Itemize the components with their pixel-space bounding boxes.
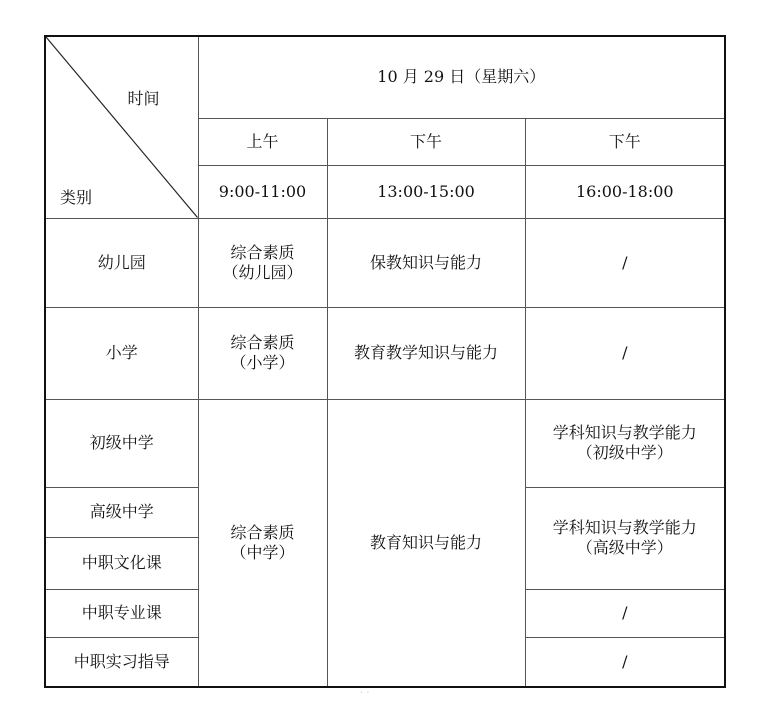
category-label: 类别 [60, 187, 93, 207]
subject-cell: 学科知识与教学能力 （初级中学） [525, 399, 725, 487]
slot-3-period: 下午 [525, 118, 725, 165]
slot-1-time: 9:00-11:00 [198, 165, 327, 218]
subject-cell: 保教知识与能力 [327, 218, 525, 307]
subject-cell: 综合素质 （小学） [198, 307, 327, 399]
category-cell: 中职专业课 [45, 589, 198, 637]
header-corner-cell [45, 36, 198, 218]
subject-cell: / [525, 218, 725, 307]
category-cell: 中职文化课 [45, 537, 198, 589]
category-cell: 幼儿园 [45, 218, 198, 307]
merged-subject-cell: 教育知识与能力 [327, 399, 525, 687]
subject-cell: 教育教学知识与能力 [327, 307, 525, 399]
subject-cell: 综合素质 （幼儿园） [198, 218, 327, 307]
subject-cell: / [525, 589, 725, 637]
subject-cell: / [525, 307, 725, 399]
table-row [45, 218, 725, 307]
date-header: 10 月 29 日（星期六） [198, 36, 725, 118]
slot-2-time: 13:00-15:00 [327, 165, 525, 218]
category-cell: 小学 [45, 307, 198, 399]
subject-cell: / [525, 637, 725, 687]
slot-2-period: 下午 [327, 118, 525, 165]
time-label: 时间 [127, 89, 160, 108]
category-cell: 高级中学 [45, 487, 198, 537]
slot-3-time: 16:00-18:00 [525, 165, 725, 218]
subject-cell: 学科知识与教学能力 （高级中学） [525, 487, 725, 589]
category-cell: 中职实习指导 [45, 637, 198, 687]
exam-schedule-table [44, 35, 726, 688]
footer-mark: · · [360, 688, 370, 699]
table-row [45, 399, 725, 487]
category-cell: 初级中学 [45, 399, 198, 487]
merged-subject-cell: 综合素质 （中学） [198, 399, 327, 687]
slot-1-period: 上午 [198, 118, 327, 165]
table-row [45, 307, 725, 399]
